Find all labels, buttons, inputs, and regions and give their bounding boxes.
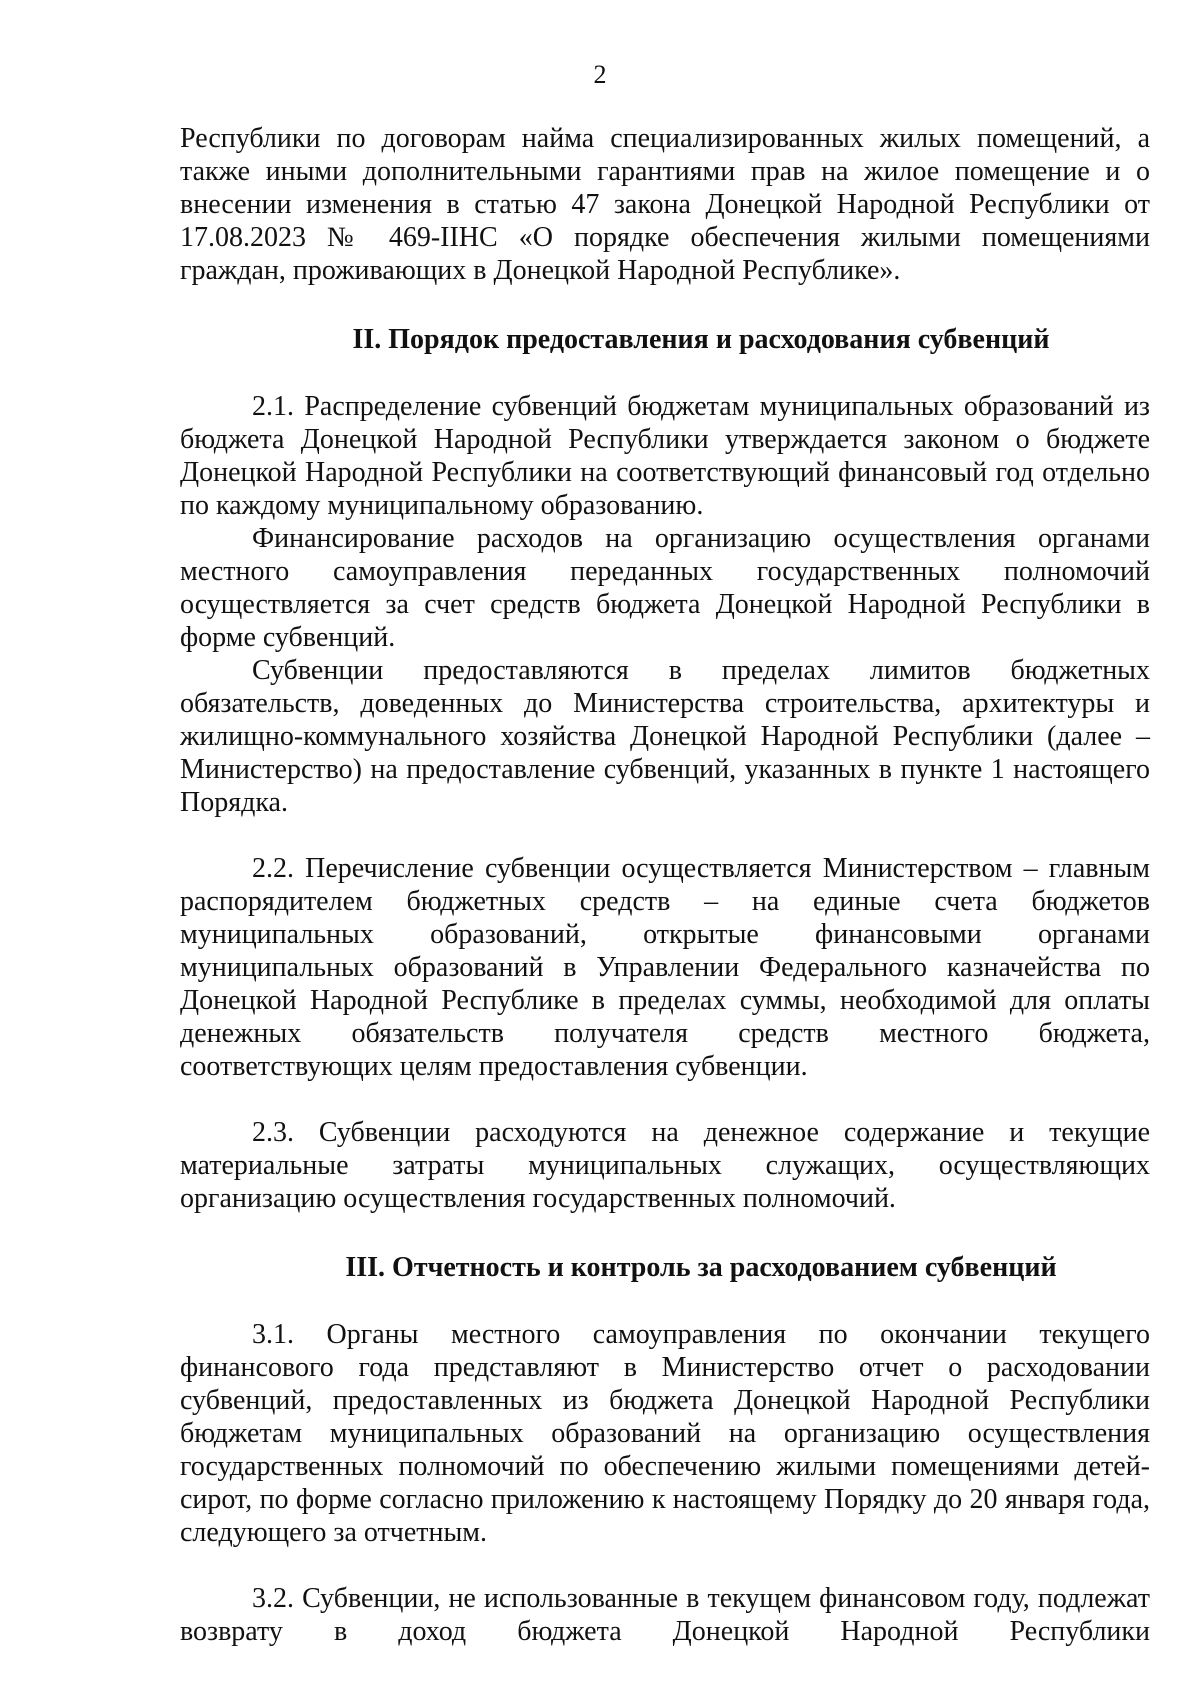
paragraph-2-3: 2.3. Субвенции расходуются на денежное содержание и текущие материальные затраты муниципальных служащих, осуществляющих организацию осуществления государственных полномочий.	[180, 1117, 1150, 1214]
page-number: 2	[593, 60, 607, 89]
document-body	[180, 122, 1150, 1648]
paragraph-2-1-subventions: Субвенции предоставляются в пределах лимитов бюджетных обязательств, доведенных до Министерства строительства, архитектуры и жилищно-коммунального хозяйства Донецкой Народной Республики (далее – Министерство) на предоставление субвенций, указанных в пункте 1 настоящего Порядка.	[180, 655, 1150, 818]
paragraph-3-2: 3.2. Субвенции, не использованные в текущем финансовом году, подлежат возврату в доход бюджета Донецкой Народной Республики	[180, 1583, 1150, 1647]
paragraph-2-1: 2.1. Распределение субвенций бюджетам муниципальных образований из бюджета Донецкой Народной Республики утверждается законом о бюджете Донецкой Народной Республики на соответствующий финансовый год отдельно по каждому муниципальному образованию.	[180, 391, 1150, 521]
paragraph-2-2: 2.2. Перечисление субвенции осуществляется Министерством – главным распорядителем бюджетных средств – на единые счета бюджетов муниципальных образований, открытые финансовыми органами муниципальных образований в Управлении Федерального казначейства по Донецкой Народной Республике в пределах суммы, необходимой для оплаты денежных обязательств получателя средств местного бюджета, соответствующих целям предоставления субвенции.	[180, 853, 1150, 1082]
intro-paragraph: Республики по договорам найма специализированных жилых помещений, а также иными дополнительными гарантиями прав на жилое помещение и о внесении изменения в статью 47 закона Донецкой Народной Республики от 17.08.2023 № 469-IIНС «О порядке обеспечения жилыми помещениями граждан, проживающих в Донецкой Народной Республике».	[180, 123, 1150, 286]
section-2-heading: II. Порядок предоставления и расходования субвенций	[352, 324, 1050, 355]
paragraph-3-1: 3.1. Органы местного самоуправления по окончании текущего финансового года представляют в Министерство отчет о расходовании субвенций, предоставленных из бюджета Донецкой Народной Республики бюджетам муниципальных образований на организацию осуществления государственных полномочий по обеспечению жилыми помещениями детей-сирот, по форме согласно приложению к настоящему Порядку до 20 января года, следующего за отчетным.	[180, 1319, 1150, 1548]
paragraph-2-1-financing: Финансирование расходов на организацию осуществления органами местного самоуправления переданных государственных полномочий осуществляется за счет средств бюджета Донецкой Народной Республики в форме субвенций.	[180, 523, 1150, 653]
section-3-heading: III. Отчетность и контроль за расходованием субвенций	[345, 1252, 1057, 1283]
